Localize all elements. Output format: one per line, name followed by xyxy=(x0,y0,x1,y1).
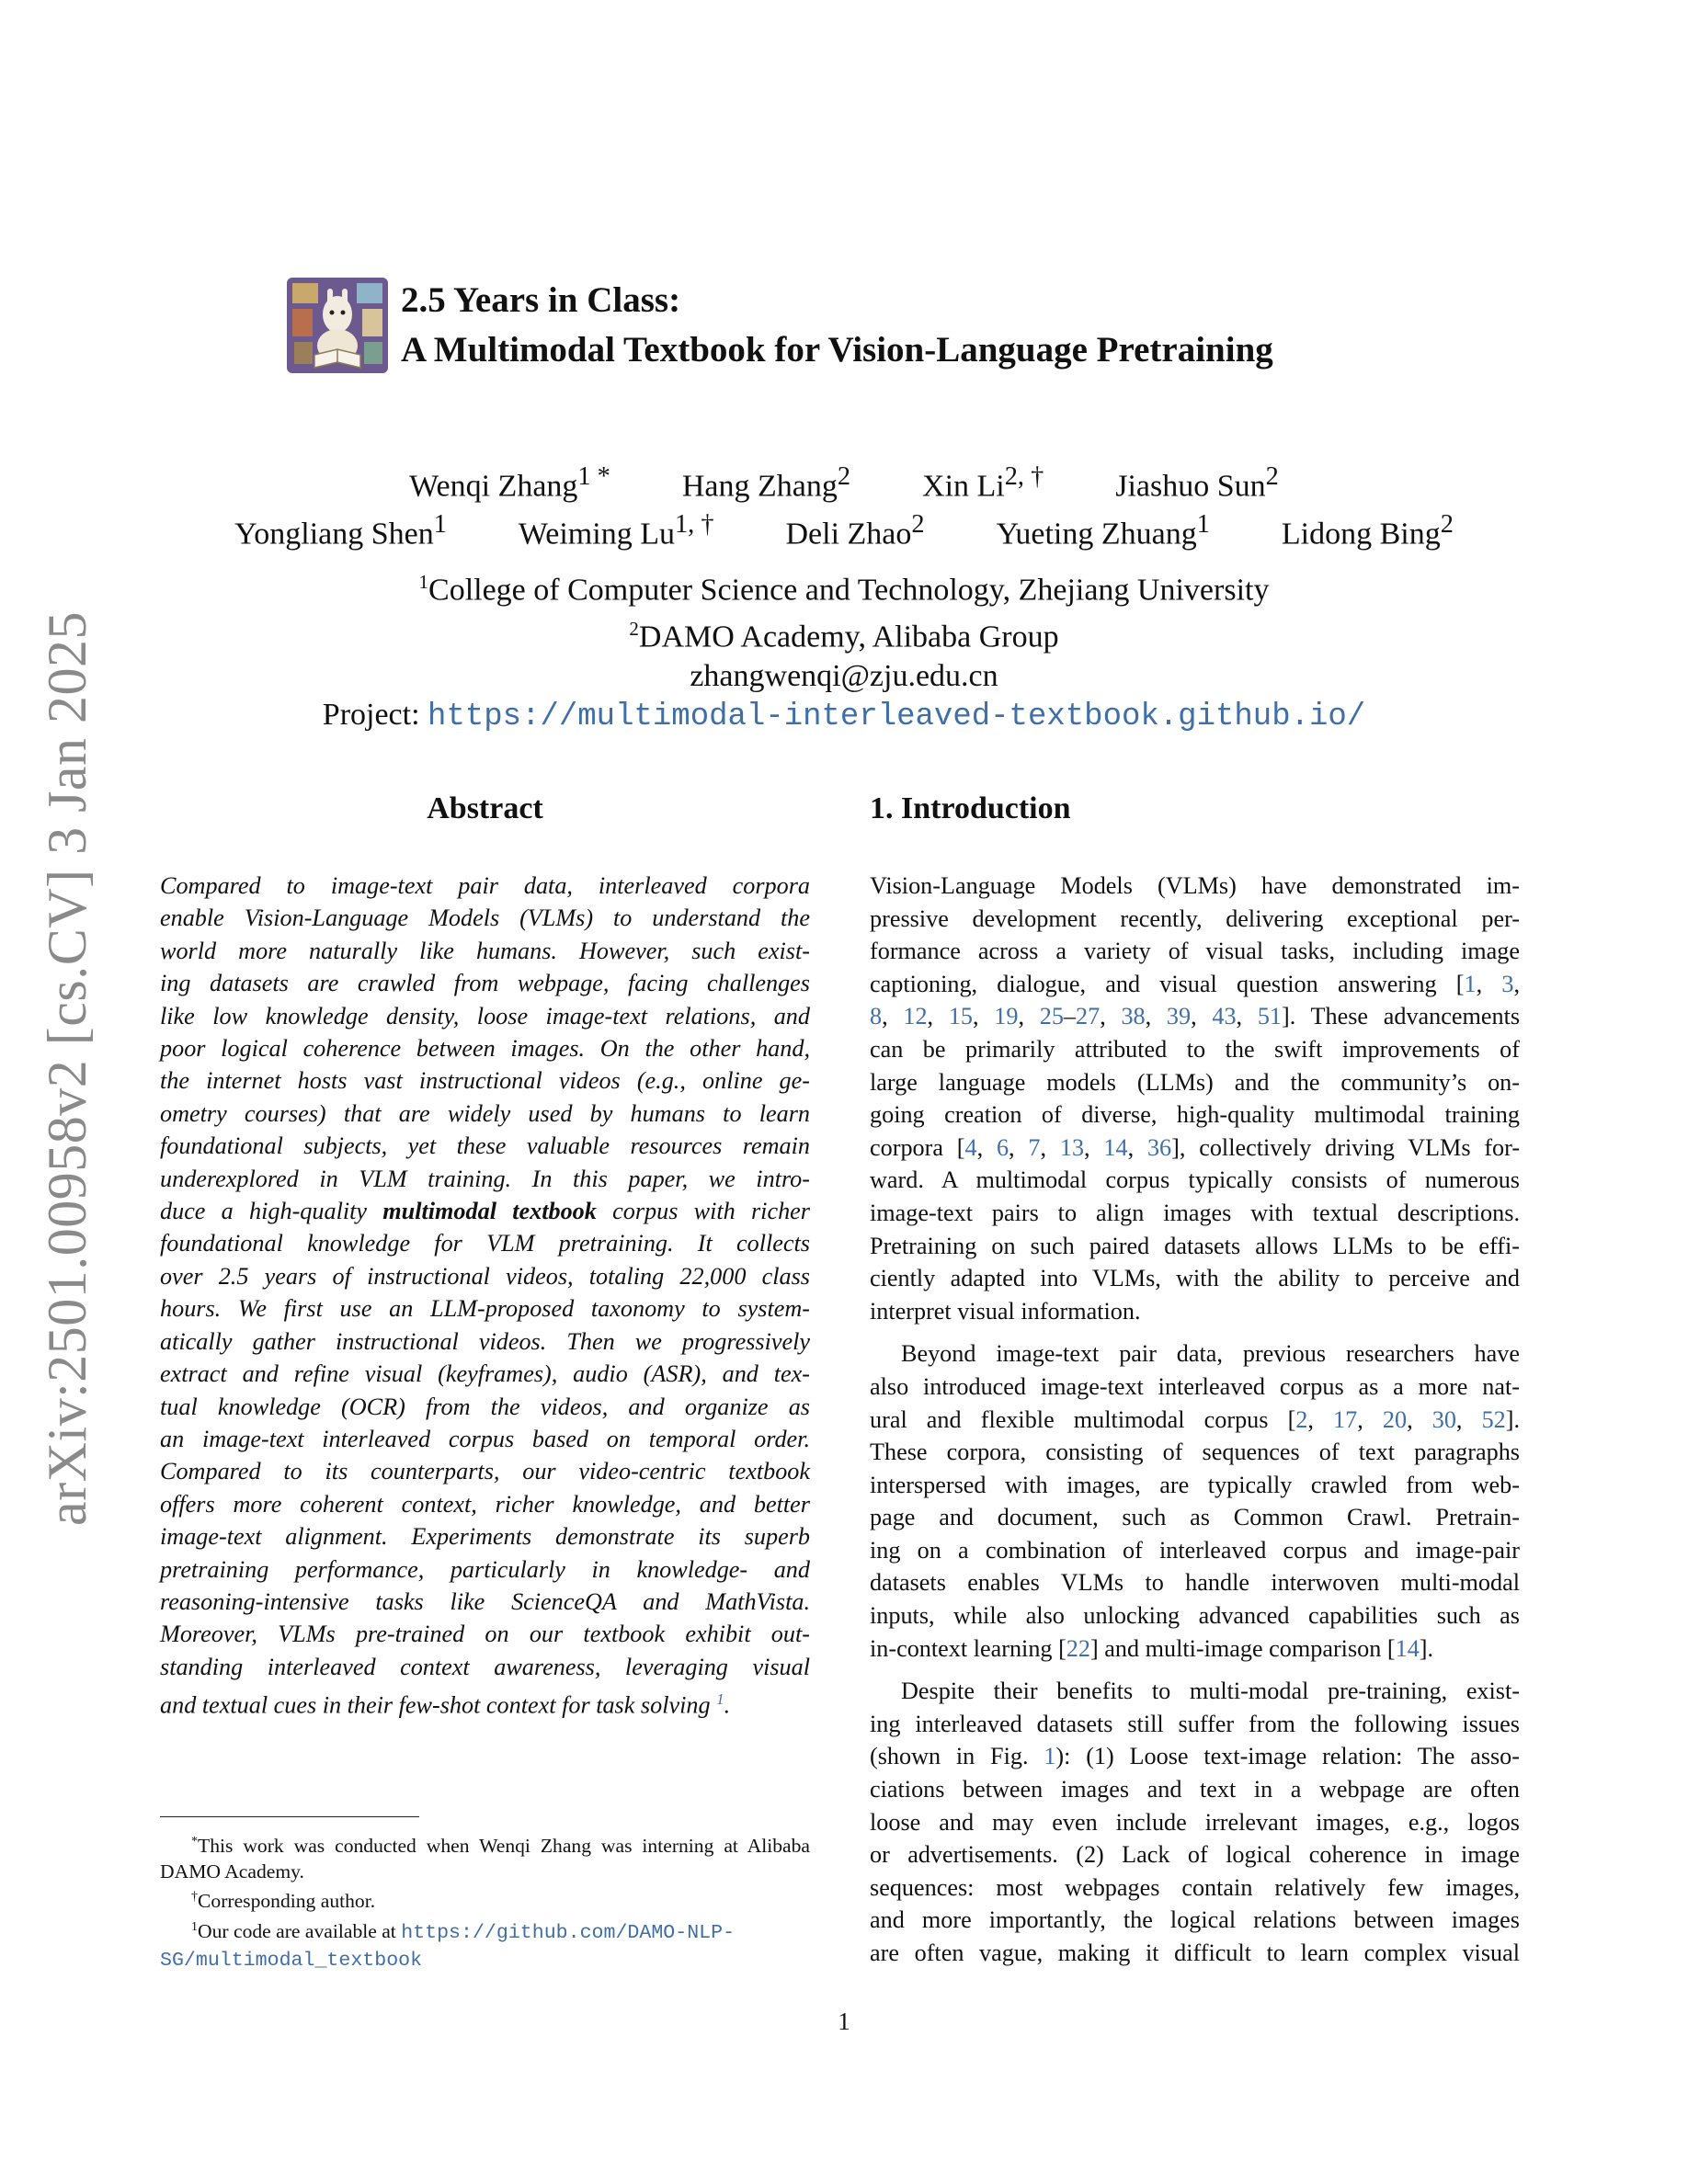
citation-link[interactable]: 14 xyxy=(1395,1634,1420,1662)
intro-line xyxy=(870,1132,1520,1165)
intro-text: ciently adapted into VLMs, with the ability to perceive and xyxy=(870,1265,1520,1292)
intro-text: , xyxy=(1040,1133,1060,1161)
abstract-line: Compared to its counterparts, our video-centric textbook xyxy=(160,1458,810,1485)
intro-text: , xyxy=(1127,1133,1147,1161)
abstract-line: world more naturally like humans. However, such exist- xyxy=(160,937,810,964)
citation-link[interactable]: 2 xyxy=(1295,1405,1308,1433)
intro-line xyxy=(870,1230,1520,1263)
intro-text: inputs, while also unlocking advanced capabilities such as xyxy=(870,1602,1520,1630)
citation-link[interactable]: 27 xyxy=(1076,1003,1101,1030)
intro-text: ing on a combination of interleaved corpus and image-pair xyxy=(870,1536,1520,1564)
intro-paragraph-2 xyxy=(870,1337,1520,1665)
intro-text: Vision-Language Models (VLMs) have demonstrated im- xyxy=(870,872,1520,899)
citation-link[interactable]: 43 xyxy=(1212,1003,1237,1030)
author-name: Deli Zhao xyxy=(785,517,912,552)
footnote-divider xyxy=(160,1816,419,1817)
citation-link[interactable]: 38 xyxy=(1121,1003,1146,1030)
intro-text: Beyond image-text pair data, previous researchers have xyxy=(901,1340,1520,1368)
intro-line xyxy=(870,1066,1520,1099)
abstract-line: Moreover, VLMs pre-trained on our textbook exhibit out- xyxy=(160,1621,810,1648)
intro-text: (shown in Fig. xyxy=(870,1743,1044,1770)
intro-line xyxy=(870,1164,1520,1197)
intro-text: and more importantly, the logical relations between images xyxy=(870,1906,1520,1934)
author-row-1 xyxy=(147,458,1541,506)
citation-link[interactable]: 15 xyxy=(948,1003,973,1030)
affiliation-1-mark: 1 xyxy=(418,571,429,593)
abstract-line: hours. We first use an LLM-proposed taxonomy to system- xyxy=(160,1295,810,1323)
abstract-line: atically gather instructional videos. Then we progressively xyxy=(160,1327,810,1355)
intro-text: , xyxy=(976,1133,997,1161)
intro-text: – xyxy=(1063,1003,1076,1030)
abstract-line: the internet hosts vast instructional videos (e.g., online ge- xyxy=(160,1067,810,1095)
project-link[interactable]: https://multimodal-interleaved-textbook.github.io/ xyxy=(428,699,1366,734)
intro-text: , xyxy=(1307,1405,1334,1433)
citation-link[interactable]: 51 xyxy=(1257,1003,1282,1030)
author-affiliation-mark: 1, † xyxy=(674,510,714,540)
author-affiliation-mark: 2, † xyxy=(1004,462,1044,491)
citation-link[interactable]: 6 xyxy=(996,1133,1009,1161)
author-name: Wenqi Zhang xyxy=(409,469,578,504)
title-line-2: A Multimodal Textbook for Vision-Language Pretraining xyxy=(401,330,1273,370)
intro-text: ] and multi-image comparison [ xyxy=(1089,1634,1396,1662)
author xyxy=(997,506,1210,553)
author-name: Weiming Lu xyxy=(518,517,675,552)
intro-text: or advertisements. (2) Lack of logical coherence in image xyxy=(870,1841,1520,1869)
abstract-text: corpus with richer xyxy=(596,1198,810,1225)
citation-link[interactable]: 7 xyxy=(1028,1133,1041,1161)
intro-line xyxy=(870,1371,1520,1404)
intro-line xyxy=(870,1295,1520,1328)
code-repo-link-part-1[interactable]: https://github.com/DAMO-NLP- xyxy=(401,1922,736,1945)
intro-text: ]. xyxy=(1505,1405,1521,1433)
affiliation-1-text: College of Computer Science and Technology, Zhejiang University xyxy=(428,573,1270,608)
citation-link[interactable]: 36 xyxy=(1146,1133,1172,1161)
code-repo-link-part-2[interactable]: SG/multimodal_textbook xyxy=(160,1949,423,1972)
abstract-emphasis: multimodal textbook xyxy=(382,1198,597,1225)
intro-line xyxy=(870,1806,1520,1839)
intro-text: , xyxy=(1145,1003,1167,1030)
abstract-line: standing interleaved context awareness, leveraging visual xyxy=(160,1653,810,1680)
abstract-heading: Abstract xyxy=(427,791,543,825)
footnote-3-mark: 1 xyxy=(191,1919,198,1934)
author-row-2 xyxy=(147,506,1541,553)
citation-link[interactable]: 30 xyxy=(1431,1405,1456,1433)
abstract-line xyxy=(160,1195,810,1227)
author xyxy=(519,506,714,553)
author xyxy=(234,506,447,553)
intro-line xyxy=(870,1708,1520,1741)
intro-text: formance across a variety of visual tasks, including image xyxy=(870,938,1520,965)
affiliation-2-mark: 2 xyxy=(629,618,639,641)
abstract-line: Compared to image-text pair data, interleaved corpora xyxy=(160,872,810,899)
intro-line xyxy=(870,1404,1520,1437)
citation-link[interactable]: 19 xyxy=(994,1003,1019,1030)
citation-link[interactable]: 3 xyxy=(1501,970,1514,997)
abstract-line xyxy=(160,1683,810,1722)
intro-text: , xyxy=(973,1003,995,1030)
abstract-line: ing datasets are crawled from webpage, facing challenges xyxy=(160,970,810,997)
affiliation-2-text: DAMO Academy, Alibaba Group xyxy=(638,620,1059,654)
author-affiliation-mark: 1 xyxy=(1196,510,1210,540)
abstract-text: duce a high-quality xyxy=(160,1198,383,1225)
citation-link[interactable]: 8 xyxy=(870,1003,883,1030)
intro-text: , xyxy=(1357,1405,1383,1433)
intro-text: interspersed with images, are typically crawled from web- xyxy=(870,1471,1520,1498)
intro-paragraph-1 xyxy=(870,870,1520,1327)
author-affiliation-mark: 1 * xyxy=(577,462,610,491)
intro-text: ciations between images and text in a webpage are often xyxy=(870,1776,1520,1803)
author-name: Jiashuo Sun xyxy=(1115,469,1266,504)
footnote-3-text: Our code are available at xyxy=(198,1920,402,1943)
affiliation-2 xyxy=(147,609,1541,656)
intro-text: , xyxy=(1084,1133,1104,1161)
intro-line xyxy=(870,1675,1520,1708)
author-name: Hang Zhang xyxy=(681,469,838,504)
intro-text: , xyxy=(1513,970,1521,997)
footnote-1 xyxy=(160,1829,810,1884)
intro-line xyxy=(870,870,1520,903)
intro-line xyxy=(870,1632,1520,1666)
abstract-text: and textual cues in their few-shot context for task solving xyxy=(160,1691,717,1719)
page-number: 1 xyxy=(838,2008,850,2035)
introduction-heading: 1. Introduction xyxy=(870,791,1071,825)
abstract-line: reasoning-intensive tasks like ScienceQA and MathVista. xyxy=(160,1587,810,1615)
intro-text: ], collectively driving VLMs for- xyxy=(1171,1133,1521,1161)
arxiv-identifier-stamp: arXiv:2501.00958v2 [cs.CV] 3 Jan 2025 xyxy=(37,610,97,1526)
author xyxy=(922,458,1044,506)
citation-link[interactable]: 12 xyxy=(903,1003,928,1030)
intro-text: page and document, such as Common Crawl. Pretrain- xyxy=(870,1504,1520,1531)
intro-line xyxy=(870,1436,1520,1469)
left-column xyxy=(160,789,810,1722)
intro-text: , xyxy=(1009,1133,1029,1161)
intro-paragraph-3 xyxy=(870,1675,1520,1969)
footnote-2-text: Corresponding author. xyxy=(198,1890,376,1913)
intro-text: Despite their benefits to multi-modal pre-training, exist- xyxy=(901,1678,1520,1705)
author xyxy=(785,506,924,553)
intro-text: Pretraining on such paired datasets allows LLMs to be effi- xyxy=(870,1232,1520,1259)
citation-link[interactable]: 14 xyxy=(1103,1133,1128,1161)
abstract-body xyxy=(160,870,810,1722)
abstract-line: ometry courses) that are widely used by humans to learn xyxy=(160,1099,810,1127)
intro-line xyxy=(870,1033,1520,1066)
intro-text: going creation of diverse, high-quality multimodal training xyxy=(870,1101,1520,1129)
abstract-line: tual knowledge (OCR) from the videos, and organize as xyxy=(160,1393,810,1420)
intro-line xyxy=(870,1501,1520,1534)
intro-line xyxy=(870,903,1520,936)
llama-reading-textbook-logo xyxy=(287,278,388,373)
author xyxy=(409,458,610,506)
affiliations xyxy=(147,563,1541,736)
intro-line xyxy=(870,1000,1520,1033)
footnote-ref-link[interactable]: 1 xyxy=(716,1690,724,1709)
abstract-line: foundational knowledge for VLM pretraining. It collects xyxy=(160,1230,810,1257)
intro-line xyxy=(870,1599,1520,1632)
intro-text: can be primarily attributed to the swift improvements of xyxy=(870,1035,1520,1063)
author-affiliation-mark: 2 xyxy=(837,462,851,491)
intro-line xyxy=(870,1098,1520,1132)
citation-link[interactable]: 22 xyxy=(1066,1634,1090,1662)
author-affiliation-mark: 2 xyxy=(1440,510,1454,540)
abstract-line: an image-text interleaved corpus based on temporal order. xyxy=(160,1425,810,1452)
intro-text: , xyxy=(1100,1003,1122,1030)
intro-text: image-text pairs to align images with textual descriptions. xyxy=(870,1199,1520,1226)
intro-line xyxy=(870,1838,1520,1871)
intro-text: corpora [ xyxy=(870,1133,965,1161)
abstract-line: over 2.5 years of instructional videos, totaling 22,000 class xyxy=(160,1262,810,1290)
author-affiliation-mark: 2 xyxy=(1265,462,1279,491)
author-name: Lidong Bing xyxy=(1281,517,1441,552)
footnote-1-mark: * xyxy=(191,1835,198,1848)
intro-line xyxy=(870,1773,1520,1806)
intro-line xyxy=(870,935,1520,968)
paper-title xyxy=(401,276,1504,375)
affiliation-1 xyxy=(147,563,1541,609)
citation-link[interactable]: 13 xyxy=(1059,1133,1085,1161)
intro-text: ing interleaved datasets still suffer from the following issues xyxy=(870,1710,1520,1737)
footnotes xyxy=(160,1829,810,1974)
intro-text: interpret visual information. xyxy=(870,1297,1141,1325)
abstract-line: enable Vision-Language Models (VLMs) to understand the xyxy=(160,904,810,932)
author xyxy=(1282,506,1454,553)
right-column xyxy=(870,789,1520,1980)
citation-link[interactable]: 52 xyxy=(1481,1405,1506,1433)
intro-text: , xyxy=(1018,1003,1040,1030)
intro-text: in-context learning [ xyxy=(870,1634,1066,1662)
citation-link[interactable]: 25 xyxy=(1039,1003,1064,1030)
abstract-line: pretraining performance, particularly in knowledge- and xyxy=(160,1555,810,1583)
intro-text: ): (1) Loose text-image relation: The asso- xyxy=(1055,1743,1520,1770)
intro-line xyxy=(870,1904,1520,1937)
citation-link[interactable]: 20 xyxy=(1382,1405,1408,1433)
intro-text: datasets enables VLMs to handle interwoven multi-modal xyxy=(870,1569,1520,1597)
abstract-line: extract and refine visual (keyframes), audio (ASR), and tex- xyxy=(160,1360,810,1388)
footnote-3 xyxy=(160,1915,810,1974)
intro-text: also introduced image-text interleaved corpus as a more nat- xyxy=(870,1372,1520,1400)
intro-line xyxy=(870,1469,1520,1502)
intro-text: , xyxy=(1455,1405,1482,1433)
title-line-1: 2.5 Years in Class: xyxy=(401,280,681,320)
author-affiliation-mark: 1 xyxy=(433,510,447,540)
abstract-line: underexplored in VLM training. In this paper, we intro- xyxy=(160,1165,810,1192)
intro-line xyxy=(870,1262,1520,1295)
abstract-line: image-text alignment. Experiments demonstrate its superb xyxy=(160,1523,810,1551)
author xyxy=(1115,458,1279,506)
intro-line xyxy=(870,1534,1520,1567)
abstract-line: like low knowledge density, loose image-text relations, and xyxy=(160,1002,810,1029)
intro-text: , xyxy=(927,1003,949,1030)
intro-text: large language models (LLMs) and the community’s on- xyxy=(870,1068,1520,1096)
intro-text: are often vague, making it difficult to learn complex visual xyxy=(870,1939,1520,1966)
intro-line xyxy=(870,1197,1520,1230)
author-name: Yongliang Shen xyxy=(234,517,434,552)
intro-line xyxy=(870,1740,1520,1773)
intro-text: ]. xyxy=(1419,1634,1434,1662)
intro-text: , xyxy=(882,1003,904,1030)
citation-link[interactable]: 17 xyxy=(1333,1405,1358,1433)
intro-line xyxy=(870,1566,1520,1599)
intro-text: sequences: most webpages contain relatively few images, xyxy=(870,1873,1520,1901)
intro-text: , xyxy=(1236,1003,1258,1030)
intro-line xyxy=(870,1937,1520,1970)
author-name: Yueting Zhuang xyxy=(996,517,1197,552)
intro-text: , xyxy=(1476,970,1502,997)
intro-text: , xyxy=(1407,1405,1432,1433)
intro-text: pressive development recently, delivering exceptional per- xyxy=(870,904,1520,932)
footnote-2-mark: † xyxy=(191,1890,198,1905)
intro-text: These corpora, consisting of sequences of text paragraphs xyxy=(870,1439,1520,1466)
project-line xyxy=(147,696,1541,736)
author-affiliation-mark: 2 xyxy=(911,510,925,540)
contact-email[interactable]: zhangwenqi@zju.edu.cn xyxy=(690,658,998,693)
citation-link[interactable]: 1 xyxy=(1044,1743,1056,1770)
intro-text: ural and flexible multimodal corpus [ xyxy=(870,1405,1296,1433)
intro-text: loose and may even include irrelevant images, e.g., logos xyxy=(870,1808,1520,1836)
abstract-line: foundational subjects, yet these valuable resources remain xyxy=(160,1132,810,1160)
author xyxy=(682,458,850,506)
intro-line xyxy=(870,968,1520,1001)
author-list xyxy=(147,458,1541,554)
abstract-line: offers more coherent context, richer knowledge, and better xyxy=(160,1490,810,1518)
abstract-line: poor logical coherence between images. On the other hand, xyxy=(160,1035,810,1063)
citation-link[interactable]: 1 xyxy=(1464,970,1477,997)
citation-link[interactable]: 4 xyxy=(964,1133,977,1161)
intro-text: ward. A multimodal corpus typically consists of numerous xyxy=(870,1166,1520,1194)
intro-text: captioning, dialogue, and visual question answering [ xyxy=(870,970,1465,997)
intro-line xyxy=(870,1871,1520,1905)
footnote-2 xyxy=(160,1884,810,1915)
project-label: Project: xyxy=(322,697,428,732)
intro-text: , xyxy=(1191,1003,1213,1030)
author-name: Xin Li xyxy=(922,469,1005,504)
citation-link[interactable]: 39 xyxy=(1166,1003,1192,1030)
intro-text: ]. These advancements xyxy=(1282,1003,1521,1030)
abstract-text: . xyxy=(724,1691,731,1719)
footnote-1-text: This work was conducted when Wenqi Zhang was interning at Alibaba DAMO Academy. xyxy=(160,1835,810,1883)
intro-line xyxy=(870,1337,1520,1371)
